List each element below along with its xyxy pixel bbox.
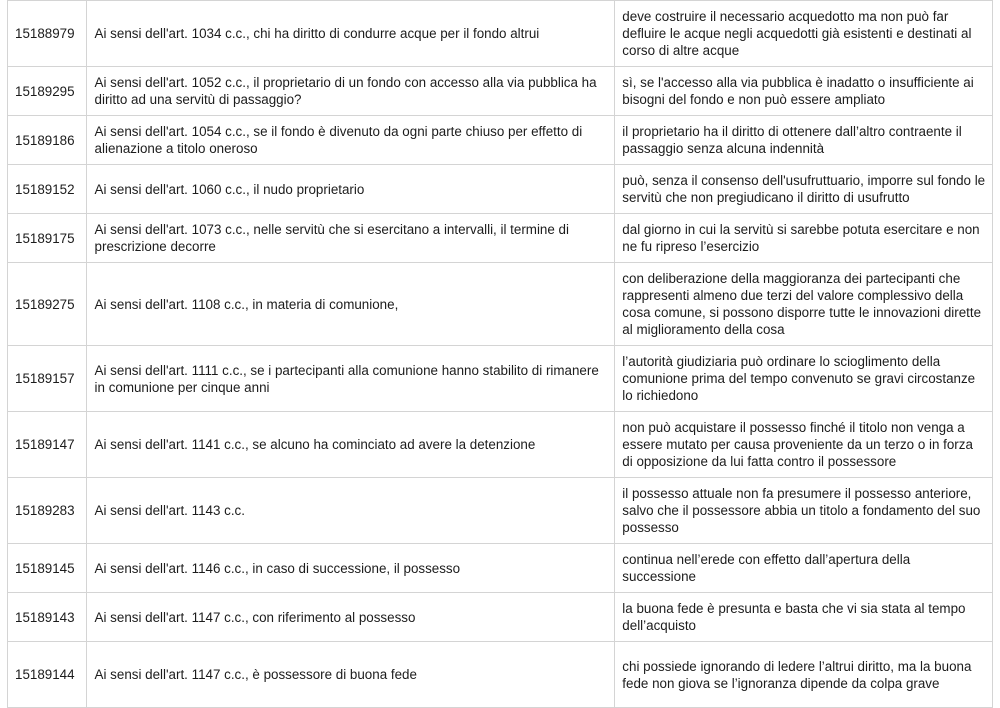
- question-id-cell: 15189143: [8, 593, 87, 642]
- question-cell: Ai sensi dell'art. 1054 c.c., se il fondo è divenuto da ogni parte chiuso per effetto di alienazione a titolo oneroso: [86, 116, 615, 165]
- table-row: [8, 263, 993, 346]
- question-id-cell: 15189157: [8, 346, 87, 412]
- answer-cell: sì, se l'accesso alla via pubblica è inadatto o insufficiente ai bisogni del fondo e non può essere ampliato: [615, 67, 993, 116]
- question-cell: Ai sensi dell'art. 1146 c.c., in caso di successione, il possesso: [86, 544, 615, 593]
- answer-cell: il proprietario ha il diritto di ottenere dall’altro contraente il passaggio senza alcuna indennità: [615, 116, 993, 165]
- question-id-cell: 15188979: [8, 1, 87, 67]
- question-id-cell: 15189152: [8, 165, 87, 214]
- table-row: [8, 1, 993, 67]
- question-cell: Ai sensi dell'art. 1143 c.c.: [86, 478, 615, 544]
- answer-cell: chi possiede ignorando di ledere l’altrui diritto, ma la buona fede non giova se l’ignoranza dipende da colpa grave: [615, 642, 993, 708]
- answer-cell: continua nell’erede con effetto dall’apertura della successione: [615, 544, 993, 593]
- question-id-cell: 15189144: [8, 642, 87, 708]
- answer-cell: l’autorità giudiziaria può ordinare lo scioglimento della comunione prima del tempo convenuto se gravi circostanze lo richiedono: [615, 346, 993, 412]
- table-row: [8, 593, 993, 642]
- table-row: [8, 346, 993, 412]
- question-id-cell: 15189275: [8, 263, 87, 346]
- question-id-cell: 15189175: [8, 214, 87, 263]
- question-cell: Ai sensi dell'art. 1147 c.c., è possessore di buona fede: [86, 642, 615, 708]
- answer-cell: non può acquistare il possesso finché il titolo non venga a essere mutato per causa proveniente da un terzo o in forza di opposizione da lui fatta contro il possessore: [615, 412, 993, 478]
- answer-cell: può, senza il consenso dell'usufruttuario, imporre sul fondo le servitù che non pregiudicano il diritto di usufrutto: [615, 165, 993, 214]
- answer-cell: la buona fede è presunta e basta che vi sia stata al tempo dell’acquisto: [615, 593, 993, 642]
- table-row: [8, 214, 993, 263]
- answer-cell: dal giorno in cui la servitù si sarebbe potuta esercitare e non ne fu ripreso l’esercizio: [615, 214, 993, 263]
- question-cell: Ai sensi dell'art. 1108 c.c., in materia di comunione,: [86, 263, 615, 346]
- question-id-cell: 15189295: [8, 67, 87, 116]
- table-row: [8, 412, 993, 478]
- table-row: [8, 642, 993, 708]
- answer-cell: il possesso attuale non fa presumere il possesso anteriore, salvo che il possessore abbia un titolo a fondamento del suo possesso: [615, 478, 993, 544]
- table-row: [8, 165, 993, 214]
- question-id-cell: 15189283: [8, 478, 87, 544]
- answer-cell: deve costruire il necessario acquedotto ma non può far defluire le acque negli acquedotti già esistenti e destinati al corso di altre acque: [615, 1, 993, 67]
- question-cell: Ai sensi dell'art. 1147 c.c., con riferimento al possesso: [86, 593, 615, 642]
- table-row: [8, 67, 993, 116]
- question-id-cell: 15189186: [8, 116, 87, 165]
- question-id-cell: 15189147: [8, 412, 87, 478]
- answer-cell: con deliberazione della maggioranza dei partecipanti che rappresenti almeno due terzi del valore complessivo della cosa comune, si possono disporre tutte le innovazioni dirette al miglioramento della cosa: [615, 263, 993, 346]
- table-row: [8, 544, 993, 593]
- quiz-table: [7, 0, 993, 708]
- table-row: [8, 116, 993, 165]
- question-cell: Ai sensi dell'art. 1111 c.c., se i partecipanti alla comunione hanno stabilito di rimanere in comunione per cinque anni: [86, 346, 615, 412]
- question-cell: Ai sensi dell'art. 1073 c.c., nelle servitù che si esercitano a intervalli, il termine di prescrizione decorre: [86, 214, 615, 263]
- question-cell: Ai sensi dell'art. 1141 c.c., se alcuno ha cominciato ad avere la detenzione: [86, 412, 615, 478]
- question-cell: Ai sensi dell'art. 1060 c.c., il nudo proprietario: [86, 165, 615, 214]
- question-cell: Ai sensi dell'art. 1034 c.c., chi ha diritto di condurre acque per il fondo altrui: [86, 1, 615, 67]
- question-id-cell: 15189145: [8, 544, 87, 593]
- table-row: [8, 478, 993, 544]
- question-cell: Ai sensi dell'art. 1052 c.c., il proprietario di un fondo con accesso alla via pubblica ha diritto ad una servitù di passaggio?: [86, 67, 615, 116]
